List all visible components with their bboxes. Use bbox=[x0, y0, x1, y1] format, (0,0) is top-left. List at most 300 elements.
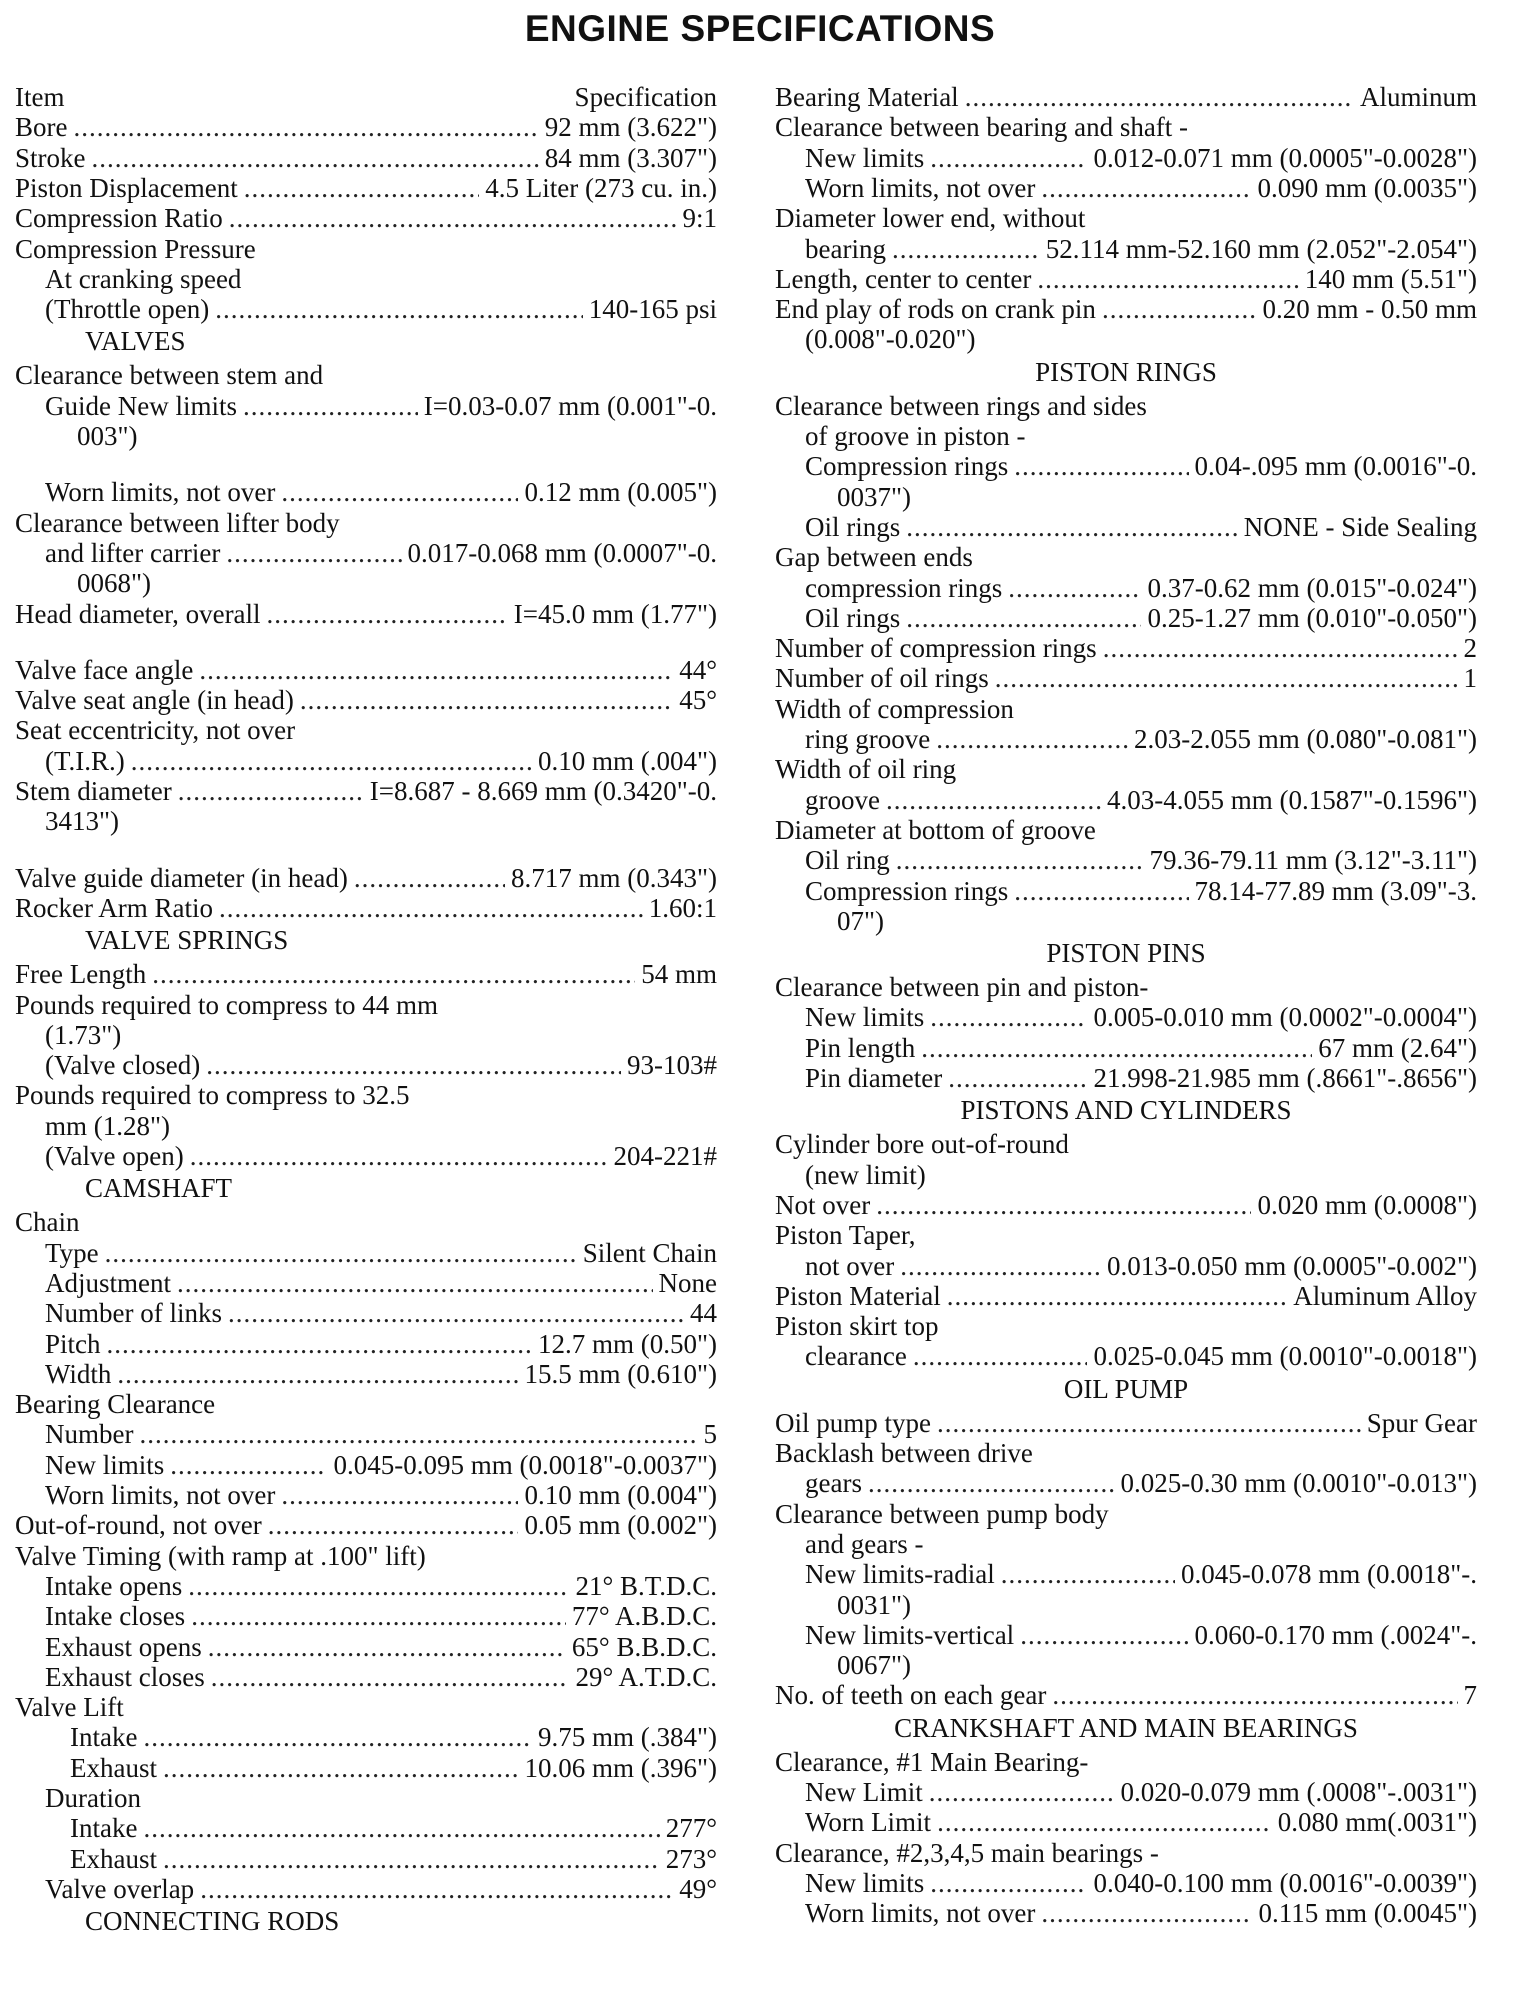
spec-label: Oil rings bbox=[805, 602, 901, 633]
spec-label: Worn limits, not over bbox=[805, 1898, 1036, 1929]
spec-label: Guide New limits bbox=[45, 390, 237, 421]
spec-row-intake-closes bbox=[15, 1601, 717, 1631]
spec-row-new-limit bbox=[775, 1160, 1477, 1190]
spec-row-not-over bbox=[775, 1190, 1477, 1220]
spec-label: Backlash between drive bbox=[775, 1438, 1033, 1468]
spec-label: Bearing Material bbox=[775, 82, 959, 112]
spec-value: 2 bbox=[1463, 633, 1477, 664]
section-heading-crankshaft-and-main-bearings: CRANKSHAFT AND MAIN BEARINGS bbox=[894, 1712, 1358, 1743]
dot-leader bbox=[876, 1190, 1251, 1220]
spec-label: Not over bbox=[775, 1189, 871, 1220]
spec-label: Exhaust closes bbox=[45, 1661, 205, 1692]
spec-row-groove bbox=[775, 785, 1477, 815]
spec-label: Duration bbox=[45, 1783, 141, 1813]
spec-row-0037 bbox=[775, 482, 1477, 512]
spec-label: New limits-radial bbox=[805, 1559, 995, 1590]
dot-leader bbox=[73, 112, 538, 142]
spec-row-gap-between-ends bbox=[775, 542, 1477, 572]
spec-row-pin-diameter bbox=[775, 1063, 1477, 1093]
spec-row-worn-limits-not-over bbox=[775, 173, 1477, 203]
spec-row-oil-pump-type bbox=[775, 1408, 1477, 1438]
dot-leader bbox=[354, 863, 505, 893]
dot-leader bbox=[178, 776, 364, 806]
spec-label: Number of links bbox=[45, 1298, 222, 1329]
spec-label: Worn limits, not over bbox=[805, 172, 1036, 203]
spec-row-3413 bbox=[15, 806, 717, 836]
spec-value: 273° bbox=[665, 1843, 717, 1874]
dot-leader bbox=[1103, 633, 1458, 663]
spec-row-pitch bbox=[15, 1329, 717, 1359]
spec-row-piston-displacement bbox=[15, 173, 717, 203]
spec-value: 1 bbox=[1463, 663, 1477, 694]
spec-label: Clearance between pin and piston- bbox=[775, 972, 1149, 1003]
spec-row-new-limits bbox=[15, 1450, 717, 1480]
spec-value: 65° B.B.D.C. bbox=[571, 1631, 717, 1662]
spec-label: Clearance, #1 Main Bearing- bbox=[775, 1746, 1089, 1777]
dot-leader bbox=[163, 1753, 518, 1783]
spec-row-0068 bbox=[15, 568, 717, 598]
dot-leader bbox=[1041, 1898, 1252, 1928]
dot-leader bbox=[229, 203, 677, 233]
dot-leader bbox=[930, 1868, 1087, 1898]
spec-row-valve-timing-with-ramp-at-100-lift bbox=[15, 1541, 717, 1571]
spec-row-free-length bbox=[15, 959, 717, 989]
spec-row-and-lifter-carrier bbox=[15, 538, 717, 568]
spec-row-worn-limits-not-over bbox=[775, 1898, 1477, 1928]
spec-row-new-limits bbox=[775, 1002, 1477, 1032]
spec-label: Number of compression rings bbox=[775, 633, 1097, 664]
spec-row-pounds-required-to-compress-to-44-mm bbox=[15, 990, 717, 1020]
spec-label: Gap between ends bbox=[775, 542, 973, 573]
section-heading-pistons-and-cylinders: PISTONS AND CYLINDERS bbox=[960, 1095, 1292, 1126]
spec-value: 9:1 bbox=[682, 203, 717, 234]
spec-row-intake-opens bbox=[15, 1571, 717, 1601]
spec-label: Compression rings bbox=[805, 875, 1009, 906]
spec-value: None bbox=[658, 1267, 717, 1298]
spec-label: Compression Pressure bbox=[15, 233, 256, 264]
spec-row-exhaust-opens bbox=[15, 1632, 717, 1662]
spec-label: 0068") bbox=[77, 568, 152, 599]
dot-leader bbox=[206, 1050, 621, 1080]
spec-label: Number bbox=[45, 1419, 134, 1450]
spec-row-new-limits-radial bbox=[775, 1559, 1477, 1589]
spec-row-of-groove-in-piston bbox=[775, 421, 1477, 451]
spec-label: Piston Taper, bbox=[775, 1220, 916, 1251]
spec-row-clearance bbox=[775, 1341, 1477, 1371]
spec-value: 0.10 mm (.004") bbox=[537, 745, 717, 776]
spec-label: Compression rings bbox=[805, 451, 1009, 482]
spec-label: Bore bbox=[15, 112, 68, 143]
spec-row-bearing-material bbox=[775, 82, 1477, 112]
spec-row-clearance-between-rings-and-sides bbox=[775, 391, 1477, 421]
dot-leader bbox=[244, 173, 480, 203]
spec-value: 78.14-77.89 mm (3.09"-3. bbox=[1194, 875, 1477, 906]
dot-leader bbox=[199, 655, 673, 685]
spec-label: Worn Limit bbox=[805, 1807, 932, 1838]
spec-label: Intake closes bbox=[45, 1601, 186, 1632]
spec-row-07 bbox=[775, 906, 1477, 936]
spec-label: Intake bbox=[70, 1722, 138, 1753]
spec-label: (T.I.R.) bbox=[45, 745, 125, 776]
spec-label: compression rings bbox=[805, 572, 1003, 603]
spec-row-throttle-open bbox=[15, 294, 717, 324]
spec-value: 0.020-0.079 mm (.0008"-.0031") bbox=[1120, 1777, 1477, 1807]
spec-row-out-of-round-not-over bbox=[15, 1510, 717, 1540]
spec-row-no-of-teeth-on-each-gear bbox=[775, 1680, 1477, 1710]
spec-row-clearance-2-3-4-5-main-bearings bbox=[775, 1838, 1477, 1868]
dot-leader bbox=[219, 893, 643, 923]
dot-leader bbox=[886, 785, 1101, 815]
spec-label: mm (1.28") bbox=[45, 1110, 171, 1141]
spec-label: (Valve open) bbox=[45, 1141, 184, 1171]
spec-row-compression-rings bbox=[775, 451, 1477, 481]
spec-label: Diameter lower end, without bbox=[775, 203, 1086, 234]
spec-label: Type bbox=[45, 1237, 99, 1268]
dot-leader bbox=[188, 1571, 569, 1601]
spec-label: End play of rods on crank pin bbox=[775, 294, 1096, 325]
spec-label: Intake bbox=[70, 1813, 138, 1844]
spec-value: Aluminum bbox=[1359, 82, 1477, 112]
spec-row-number-of-oil-rings bbox=[775, 663, 1477, 693]
spec-value: 67 mm (2.64") bbox=[1318, 1032, 1477, 1063]
spec-row-valve-guide-diameter-in-head bbox=[15, 863, 717, 893]
spec-value: 2.03-2.055 mm (0.080"-0.081") bbox=[1133, 724, 1477, 754]
spec-label: Clearance between lifter body bbox=[15, 507, 340, 538]
spec-row-bore bbox=[15, 112, 717, 142]
spec-value: 21° B.T.D.C. bbox=[575, 1570, 717, 1601]
spec-row-width-of-oil-ring bbox=[775, 754, 1477, 784]
spec-label: Rocker Arm Ratio bbox=[15, 892, 213, 923]
spec-row-valve-lift bbox=[15, 1692, 717, 1722]
spec-value: 45° bbox=[679, 685, 717, 716]
spec-row-clearance-between-pin-and-piston bbox=[775, 972, 1477, 1002]
spec-label: Free Length bbox=[15, 959, 147, 990]
spec-row-clearance-1-main-bearing bbox=[775, 1747, 1477, 1777]
spec-label: Piston skirt top bbox=[775, 1311, 939, 1342]
spec-label: New limits bbox=[805, 142, 925, 173]
spec-row-intake bbox=[15, 1722, 717, 1752]
spec-label: New limits bbox=[45, 1449, 165, 1480]
spec-row-width bbox=[15, 1359, 717, 1389]
spec-label: Pin length bbox=[805, 1032, 916, 1063]
spec-row-1-73 bbox=[15, 1020, 717, 1050]
spec-value: 0.013-0.050 mm (0.0005"-0.002") bbox=[1106, 1250, 1477, 1281]
spec-label: Clearance between pump body bbox=[775, 1498, 1109, 1529]
spec-row-bearing bbox=[775, 234, 1477, 264]
spec-value: 44 bbox=[690, 1298, 717, 1329]
spec-value: 0.115 mm (0.0045") bbox=[1258, 1898, 1477, 1929]
spec-row-pounds-required-to-compress-to-32-5 bbox=[15, 1080, 717, 1110]
spec-value: 29° A.T.D.C. bbox=[575, 1661, 717, 1692]
spec-row-backlash-between-drive bbox=[775, 1438, 1477, 1468]
spec-label: Clearance between rings and sides bbox=[775, 390, 1147, 421]
spec-label: 0031") bbox=[837, 1589, 912, 1620]
section-heading-camshaft: CAMSHAFT bbox=[85, 1173, 233, 1204]
spec-label: Stem diameter bbox=[15, 776, 172, 806]
spec-label: 3413") bbox=[45, 806, 120, 837]
spec-row-valve-seat-angle-in-head bbox=[15, 685, 717, 715]
spec-label: Worn limits, not over bbox=[45, 477, 276, 508]
dot-leader bbox=[896, 845, 1144, 875]
dot-leader bbox=[143, 1722, 532, 1752]
dot-leader bbox=[948, 1063, 1087, 1093]
spec-value: 49° bbox=[679, 1873, 717, 1904]
spec-label: Clearance, #2,3,4,5 main bearings - bbox=[775, 1837, 1159, 1868]
page-title: ENGINE SPECIFICATIONS bbox=[524, 8, 996, 49]
spec-value: 0.12 mm (0.005") bbox=[524, 477, 717, 508]
spec-label: not over bbox=[805, 1250, 895, 1281]
dot-leader bbox=[1052, 1680, 1457, 1710]
spec-value: 0.017-0.068 mm (0.0007"-0. bbox=[407, 537, 717, 568]
spec-row-guide-new-limits bbox=[15, 391, 717, 421]
spec-row-intake bbox=[15, 1813, 717, 1843]
dot-leader bbox=[139, 1419, 697, 1449]
section-heading-valve-springs: VALVE SPRINGS bbox=[85, 925, 289, 956]
dot-leader bbox=[906, 512, 1238, 542]
spec-row-0067 bbox=[775, 1650, 1477, 1680]
spec-label: of groove in piston - bbox=[805, 421, 1026, 451]
spec-label: Pounds required to compress to 32.5 bbox=[15, 1080, 410, 1111]
dot-leader bbox=[947, 1281, 1287, 1311]
spec-value: 204-221# bbox=[613, 1141, 717, 1171]
spec-row-diameter-lower-end-without bbox=[775, 203, 1477, 233]
spec-label: (Throttle open) bbox=[45, 294, 210, 325]
spec-value: 277° bbox=[665, 1813, 717, 1844]
spec-value: 15.5 mm (0.610") bbox=[524, 1358, 717, 1389]
spec-label: No. of teeth on each gear bbox=[775, 1680, 1047, 1711]
spec-value: 21.998-21.985 mm (.8661"-.8656") bbox=[1093, 1063, 1477, 1093]
spec-row-stroke bbox=[15, 143, 717, 173]
dot-leader bbox=[995, 663, 1458, 693]
spec-row-compression-pressure bbox=[15, 234, 717, 264]
spec-value: 9.75 mm (.384") bbox=[537, 1722, 717, 1753]
spec-row-piston-taper bbox=[775, 1220, 1477, 1250]
spec-value: 0.012-0.071 mm (0.0005"-0.0028") bbox=[1093, 142, 1477, 173]
spec-label: Out-of-round, not over bbox=[15, 1510, 262, 1541]
dot-leader bbox=[170, 1450, 327, 1480]
spec-label: Clearance between bearing and shaft - bbox=[775, 112, 1189, 143]
spec-row-stem-diameter bbox=[15, 776, 717, 806]
spec-row-clearance-between-lifter-body bbox=[15, 508, 717, 538]
spec-row-clearance-between-bearing-and-shaft bbox=[775, 112, 1477, 142]
spec-label: Valve Timing (with ramp at .100" lift) bbox=[15, 1540, 426, 1571]
dot-leader bbox=[177, 1268, 653, 1298]
spec-row-ring-groove bbox=[775, 724, 1477, 754]
spec-row-number bbox=[15, 1419, 717, 1449]
spec-row-bearing-clearance bbox=[15, 1389, 717, 1419]
spec-label: Stroke bbox=[15, 142, 86, 173]
spec-row-adjustment bbox=[15, 1268, 717, 1298]
spec-value: 7 bbox=[1463, 1680, 1477, 1711]
spec-label: Valve overlap bbox=[45, 1873, 195, 1904]
dot-leader bbox=[1014, 876, 1188, 906]
spec-label: (new limit) bbox=[805, 1159, 926, 1190]
spec-row-cylinder-bore-out-of-round bbox=[775, 1129, 1477, 1159]
dot-leader bbox=[936, 724, 1128, 754]
spec-value: Specification bbox=[574, 82, 717, 112]
spec-label: Length, center to center bbox=[775, 263, 1032, 294]
spec-label: Piston Displacement bbox=[15, 172, 238, 203]
dot-leader bbox=[268, 1510, 519, 1540]
spec-label: Oil pump type bbox=[775, 1407, 931, 1438]
spec-label: gears bbox=[805, 1468, 862, 1499]
spec-value: 10.06 mm (.396") bbox=[524, 1752, 717, 1783]
spec-label: Clearance between stem and bbox=[15, 360, 324, 391]
spec-row-valve-open bbox=[15, 1141, 717, 1171]
dot-leader bbox=[200, 1874, 673, 1904]
spec-row-003 bbox=[15, 421, 717, 451]
spec-value: I=8.687 - 8.669 mm (0.3420"-0. bbox=[369, 776, 717, 806]
dot-leader bbox=[929, 1777, 1115, 1807]
spec-label: New limits bbox=[805, 1002, 925, 1033]
dot-leader bbox=[211, 1662, 570, 1692]
spec-row-width-of-compression bbox=[775, 694, 1477, 724]
spec-value: 0.37-0.62 mm (0.015"-0.024") bbox=[1147, 572, 1477, 603]
spec-label: Width bbox=[45, 1358, 112, 1389]
dot-leader bbox=[930, 143, 1087, 173]
dot-leader bbox=[1102, 294, 1257, 324]
spec-value: 0.04-.095 mm (0.0016"-0. bbox=[1194, 451, 1477, 482]
spec-label: Exhaust bbox=[70, 1752, 157, 1783]
spec-label: Valve seat angle (in head) bbox=[15, 685, 294, 716]
spec-label: Chain bbox=[15, 1207, 80, 1238]
spec-label: Pitch bbox=[45, 1328, 101, 1359]
spec-label: 0067") bbox=[837, 1650, 912, 1681]
spec-row-oil-ring bbox=[775, 845, 1477, 875]
spec-row-not-over bbox=[775, 1251, 1477, 1281]
spec-label: Seat eccentricity, not over bbox=[15, 715, 296, 746]
spec-row-exhaust bbox=[15, 1844, 717, 1874]
spec-row-0-008-0-020 bbox=[775, 324, 1477, 354]
dot-leader bbox=[1014, 451, 1188, 481]
spec-label: New limits bbox=[805, 1867, 925, 1898]
dot-leader bbox=[267, 599, 508, 629]
spec-value: 0.025-0.045 mm (0.0010"-0.0018") bbox=[1093, 1341, 1477, 1372]
dot-leader bbox=[191, 1601, 566, 1631]
spec-row-new-limits-vertical bbox=[775, 1620, 1477, 1650]
section-heading-connecting-rods: CONNECTING RODS bbox=[85, 1906, 340, 1937]
spec-row-and-gears bbox=[775, 1529, 1477, 1559]
spec-value: 4.5 Liter (273 cu. in.) bbox=[485, 172, 717, 203]
dot-leader bbox=[117, 1359, 518, 1389]
spec-label: 0037") bbox=[837, 481, 912, 512]
spec-value: 93-103# bbox=[627, 1050, 717, 1081]
spec-row-diameter-at-bottom-of-groove bbox=[775, 815, 1477, 845]
spec-label: Oil rings bbox=[805, 511, 901, 542]
spec-label: and lifter carrier bbox=[45, 537, 221, 568]
spec-row-valve-overlap bbox=[15, 1874, 717, 1904]
dot-leader bbox=[281, 1480, 518, 1510]
spec-label: Diameter at bottom of groove bbox=[775, 814, 1096, 845]
spec-row-exhaust bbox=[15, 1753, 717, 1783]
spec-label: Compression Ratio bbox=[15, 203, 223, 234]
spec-label: Number of oil rings bbox=[775, 663, 989, 694]
dot-leader bbox=[208, 1632, 566, 1662]
spec-label: Valve guide diameter (in head) bbox=[15, 862, 348, 893]
spec-row-duration bbox=[15, 1783, 717, 1813]
spec-row-worn-limit bbox=[775, 1807, 1477, 1837]
spec-value: I=0.03-0.07 mm (0.001"-0. bbox=[423, 390, 717, 421]
dot-leader bbox=[921, 1033, 1312, 1063]
dot-leader bbox=[965, 82, 1354, 112]
dot-leader bbox=[913, 1341, 1088, 1371]
spec-label: Oil ring bbox=[805, 845, 890, 876]
spec-row-valve-face-angle bbox=[15, 655, 717, 685]
spec-value: 0.040-0.100 mm (0.0016"-0.0039") bbox=[1093, 1867, 1477, 1898]
spec-label: (Valve closed) bbox=[45, 1050, 201, 1081]
dot-leader bbox=[107, 1329, 532, 1359]
spec-row-clearance-between-stem-and bbox=[15, 360, 717, 390]
spec-value: 1.60:1 bbox=[648, 892, 717, 923]
dot-leader bbox=[906, 603, 1141, 633]
spec-row-seat-eccentricity-not-over bbox=[15, 715, 717, 745]
dot-leader bbox=[1020, 1620, 1188, 1650]
spec-value: Spur Gear bbox=[1366, 1407, 1477, 1438]
dot-leader bbox=[937, 1408, 1361, 1438]
spec-label: Intake opens bbox=[45, 1570, 183, 1601]
spec-label: groove bbox=[805, 784, 880, 815]
spec-row-compression-rings bbox=[775, 876, 1477, 906]
dot-leader bbox=[152, 959, 635, 989]
spec-row-valve-closed bbox=[15, 1050, 717, 1080]
spec-label: New limits-vertical bbox=[805, 1619, 1015, 1650]
spec-row-head-diameter-overall bbox=[15, 599, 717, 629]
dot-leader bbox=[131, 746, 532, 776]
spec-value: 0.020 mm (0.0008") bbox=[1257, 1189, 1477, 1220]
spec-row-type bbox=[15, 1238, 717, 1268]
spec-row-rocker-arm-ratio bbox=[15, 893, 717, 923]
spec-label: Valve face angle bbox=[15, 654, 194, 685]
spec-value: 140 mm (5.51") bbox=[1304, 263, 1477, 294]
spec-value: 77° A.B.D.C. bbox=[571, 1601, 717, 1632]
spec-row-at-cranking-speed bbox=[15, 264, 717, 294]
spec-row-piston-skirt-top bbox=[775, 1311, 1477, 1341]
spec-row-compression-rings bbox=[775, 573, 1477, 603]
dot-leader bbox=[163, 1844, 660, 1874]
spec-row-new-limit bbox=[775, 1777, 1477, 1807]
spec-label: Item bbox=[15, 82, 65, 112]
dot-leader bbox=[900, 1251, 1101, 1281]
spec-row-chain bbox=[15, 1207, 717, 1237]
spec-label: Exhaust opens bbox=[45, 1631, 202, 1662]
dot-leader bbox=[930, 1002, 1087, 1032]
spec-row-compression-ratio bbox=[15, 203, 717, 233]
spec-label: New Limit bbox=[805, 1777, 923, 1807]
spec-row-length-center-to-center bbox=[775, 264, 1477, 294]
spec-value: 0.045-0.078 mm (0.0018"-. bbox=[1181, 1559, 1477, 1590]
dot-leader bbox=[1037, 264, 1298, 294]
spec-row-worn-limits-not-over bbox=[15, 477, 717, 507]
dot-leader bbox=[1001, 1559, 1175, 1589]
spec-row-end-play-of-rods-on-crank-pin bbox=[775, 294, 1477, 324]
spec-label: Valve Lift bbox=[15, 1692, 124, 1723]
spec-row-clearance-between-pump-body bbox=[775, 1499, 1477, 1529]
spec-value: 52.114 mm-52.160 mm (2.052"-2.054") bbox=[1045, 233, 1477, 264]
spec-value: Aluminum Alloy bbox=[1293, 1280, 1477, 1311]
spec-row-number-of-links bbox=[15, 1298, 717, 1328]
dot-leader bbox=[1008, 573, 1141, 603]
spec-value: 0.025-0.30 mm (0.0010"-0.013") bbox=[1120, 1468, 1477, 1499]
spec-row-item bbox=[15, 82, 717, 112]
dot-leader bbox=[937, 1807, 1272, 1837]
spec-row-oil-rings bbox=[775, 603, 1477, 633]
spec-row-oil-rings bbox=[775, 512, 1477, 542]
spec-value: 44° bbox=[679, 654, 717, 685]
spec-row-gears bbox=[775, 1468, 1477, 1498]
spec-label: Worn limits, not over bbox=[45, 1480, 276, 1510]
spec-label: Width of oil ring bbox=[775, 754, 957, 785]
spec-label: Piston Material bbox=[775, 1280, 941, 1311]
